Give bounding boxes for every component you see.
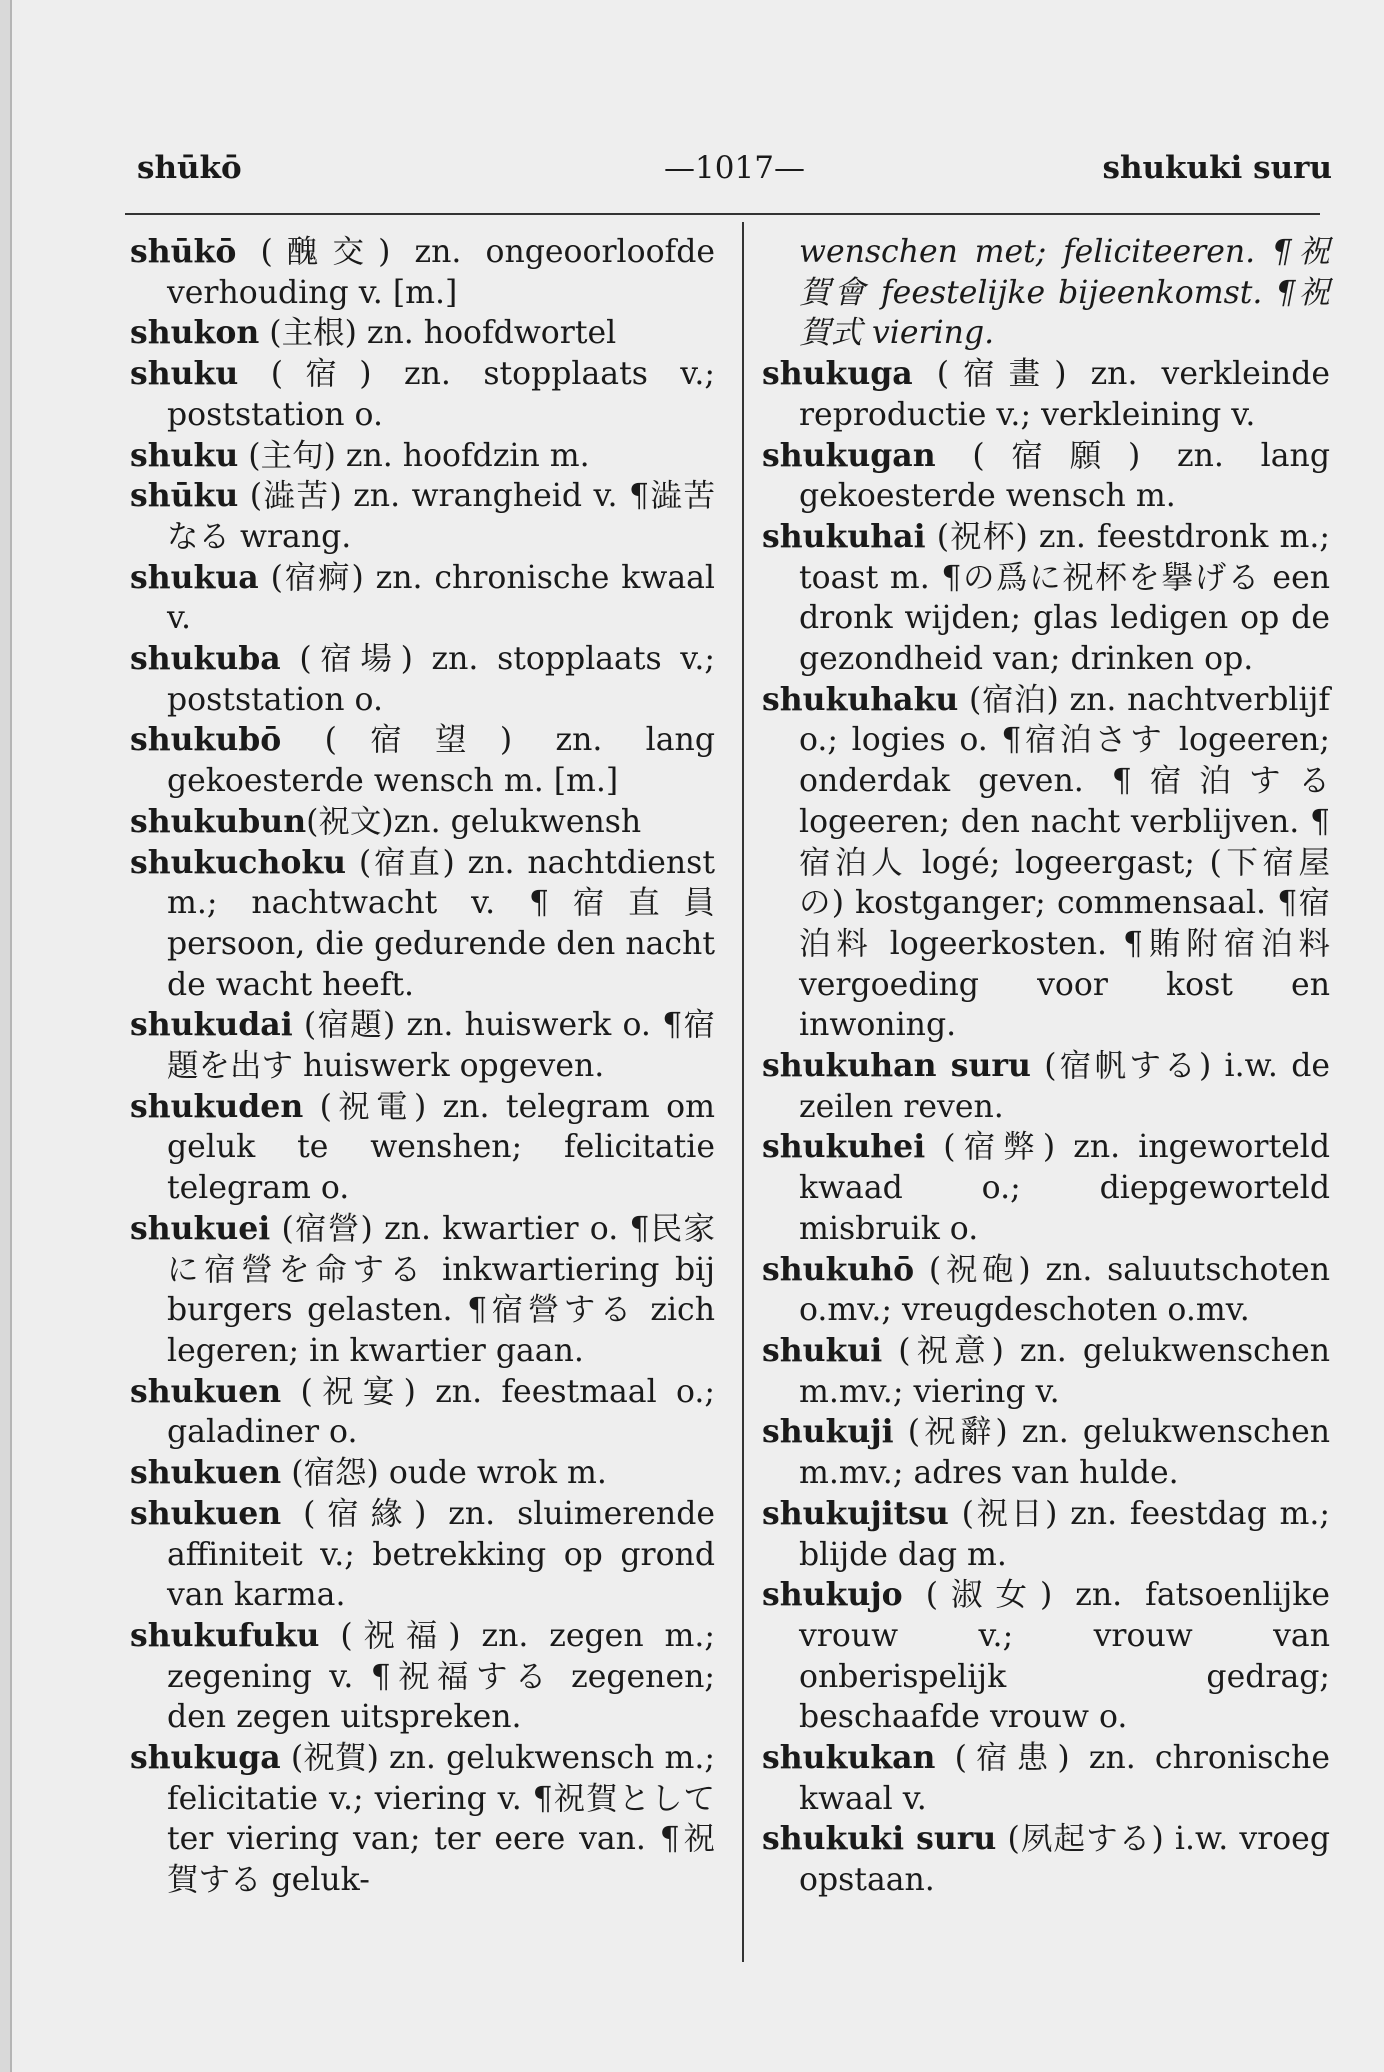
headword: shukukan (762, 1739, 936, 1777)
left-column (130, 232, 715, 1901)
definition: (宿緣) zn. sluimerende affiniteit v.; betrekking op grond van karma. (167, 1495, 715, 1614)
headword: shukuhai (762, 517, 926, 555)
dictionary-entry (130, 1087, 715, 1209)
definition: (夙起する) i.w. vroeg opstaan. (799, 1821, 1330, 1899)
dictionary-entry (130, 1005, 715, 1086)
definition: (宿願) zn. lang gekoesterde wensch m. (799, 437, 1330, 515)
headword: shukuga (762, 355, 913, 393)
headword: shuku (130, 355, 239, 393)
page-number: —1017— (664, 150, 805, 186)
headword: shukon (130, 314, 260, 352)
dictionary-entry (762, 436, 1330, 517)
definition: (祝辭) zn. gelukwenschen m.mv.; adres van hulde. (799, 1414, 1330, 1492)
headword: shukubun (130, 802, 307, 840)
definition: (祝賀) zn. gelukwensch m.; felicitatie v.; viering v. ¶祝賀として ter viering van; ter eere van. ¶祝賀する geluk- (167, 1740, 715, 1899)
dictionary-entry (762, 354, 1330, 435)
dictionary-entry (130, 313, 715, 354)
headword: shukuei (130, 1209, 271, 1247)
headword: shūkō (130, 233, 237, 270)
headword: shukuden (130, 1087, 304, 1125)
right-column (762, 232, 1330, 1901)
headword: shukuen (130, 1372, 282, 1410)
dictionary-entry (762, 1250, 1330, 1331)
dictionary-entry (762, 1412, 1330, 1493)
header-first-entry: shūkō (137, 150, 242, 186)
dictionary-entry (130, 639, 715, 720)
definition: (祝電) zn. telegram om geluk te wenshen; felicitatie telegram o. (167, 1088, 715, 1207)
dictionary-entry (130, 558, 715, 639)
headword: shukui (762, 1331, 883, 1369)
definition: (祝意) zn. gelukwenschen m.mv.; viering v. (799, 1332, 1330, 1410)
dictionary-entry (762, 1331, 1330, 1412)
headword: shukua (130, 558, 259, 596)
definition: (宿患) zn. chronische kwaal v. (799, 1740, 1330, 1817)
headword: shukujitsu (762, 1494, 949, 1532)
headword: shukudai (130, 1006, 293, 1044)
headword: shukuhaku (762, 680, 959, 718)
definition: (宿直) zn. nachtdienst m.; nachtwacht v. ¶宿直員 persoon, die gedurende den nacht de wacht heeft. (167, 844, 715, 1003)
definition: (宿題) zn. huiswerk o. ¶宿題を出す huiswerk opgeven. (167, 1007, 715, 1085)
definition: (宿) zn. stopplaats v.; poststation o. (167, 356, 715, 433)
definition: (祝杯) zn. feestdronk m.; toast m. ¶の爲に祝杯を擧げる een dronk wijden; glas ledigen op de gezondheid van; drinken op. (799, 518, 1330, 678)
definition: (醜交) zn. ongeoorloofde verhouding v. [m.] (167, 234, 715, 311)
dictionary-entry (762, 680, 1330, 1046)
headword: shukuga (130, 1739, 281, 1777)
dictionary-entry (130, 802, 715, 843)
headword: shuku (130, 436, 239, 474)
page-header (137, 150, 1332, 200)
dictionary-entry (130, 1738, 715, 1901)
definition: (祝宴) zn. feestmaal o.; galadiner o. (167, 1373, 715, 1451)
definition: (宿營) zn. kwartier o. ¶民家に宿營を命する inkwartiering bij burgers gelasten. ¶宿營する zich legeren; in kwartier gaan. (167, 1210, 715, 1369)
dictionary-entry (130, 476, 715, 557)
dictionary-entry (130, 354, 715, 435)
definition: (淑女) zn. fatsoenlijke vrouw v.; vrouw van onberispelijk gedrag; beschaafde vrouw o. (799, 1577, 1330, 1736)
definition: (祝日) zn. feestdag m.; blijde dag m. (799, 1495, 1330, 1573)
headword: shukujo (762, 1576, 903, 1614)
definition: (祝文)zn. gelukwensh (306, 803, 642, 840)
definition: (宿怨) oude wrok m. (281, 1455, 607, 1492)
dictionary-entry (130, 232, 715, 313)
definition: (主句) zn. hoofdzin m. (238, 437, 590, 474)
headword: shukuki suru (762, 1820, 997, 1858)
definition: (祝砲) zn. saluutschoten o.mv.; vreugdeschoten o.mv. (799, 1251, 1330, 1329)
definition: (宿帆する) i.w. de zeilen reven. (799, 1048, 1331, 1125)
dictionary-entry (130, 1616, 715, 1738)
dictionary-entry (130, 843, 715, 1006)
headword: shūku (130, 477, 239, 515)
definition: (宿望) zn. lang gekoesterde wensch m. [m.] (167, 722, 715, 800)
dictionary-entry (130, 1209, 715, 1372)
entry-continuation: wenschen met; feliciteeren. ¶祝賀會 feestelijke bijeenkomst. ¶祝賀式 viering. (799, 234, 1330, 352)
dictionary-entry (130, 1494, 715, 1616)
headword: shukuen (130, 1494, 282, 1532)
definition: (祝福) zn. zegen m.; zegening v. ¶祝福する zegenen; den zegen uitspreken. (167, 1617, 715, 1736)
headword: shukuhō (762, 1250, 915, 1288)
definition: (宿弊) zn. ingeworteld kwaad o.; diepgeworteld misbruik o. (799, 1129, 1330, 1247)
headword: shukuhei (762, 1128, 926, 1166)
definition: (宿痾) zn. chronische kwaal v. (167, 559, 715, 637)
definition: (主根) zn. hoofdwortel (259, 315, 617, 352)
definition: (宿畫) zn. verkleinde reproductie v.; verkleining v. (799, 356, 1330, 433)
headword: shukuji (762, 1413, 894, 1451)
definition: (宿場) zn. stopplaats v.; poststation o. (167, 641, 715, 718)
headword: shukuen (130, 1454, 282, 1492)
dictionary-entry (130, 1372, 715, 1453)
dictionary-entry (762, 1046, 1330, 1127)
dictionary-entry (130, 436, 715, 477)
headword: shukugan (762, 436, 936, 474)
header-rule (125, 213, 1320, 215)
definition: (宿泊) zn. nachtverblijf o.; logies o. ¶宿泊さす logeeren; onderdak geven. ¶宿泊する logeeren; den nacht verblijven. ¶宿泊人 logé; logeergast; (下宿屋の) kostganger; commensaal. ¶宿泊料 logeerkosten. ¶賄附宿泊料 vergoeding voor kost en inwoning. (799, 681, 1330, 1044)
dictionary-entry (762, 517, 1330, 680)
dictionary-entry (762, 1494, 1330, 1575)
dictionary-entry (762, 1819, 1330, 1900)
dictionary-entry (762, 1575, 1330, 1738)
headword: shukuhan suru (762, 1047, 1031, 1085)
headword: shukufuku (130, 1616, 320, 1654)
dictionary-entry (130, 720, 715, 801)
headword: shukuba (130, 640, 281, 678)
header-last-entry: shukuki suru (1102, 150, 1332, 186)
dictionary-entry (762, 1127, 1330, 1249)
dictionary-entry (130, 1453, 715, 1494)
headword: shukuchoku (130, 843, 347, 881)
definition: (澁苦) zn. wrangheid v. ¶澁苦なる wrang. (167, 478, 715, 555)
headword: shukubō (130, 721, 282, 759)
dictionary-entry (762, 1738, 1330, 1819)
column-divider (742, 222, 744, 1962)
